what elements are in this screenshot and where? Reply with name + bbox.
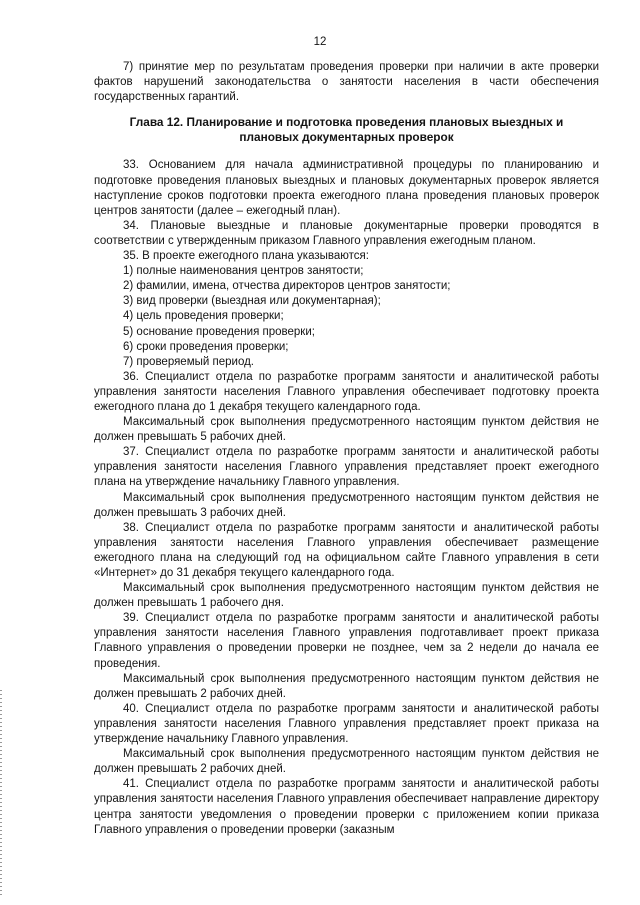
list-item: 5) основание проведения проверки; (123, 325, 315, 338)
paragraph-36: 36. Специалист отдела по разработке программ занятости и аналитической работы управления занятости населения Главного управления обеспечивает подготовку проекта ежегодного плана до 1 декабря текущего календарного года. (94, 370, 599, 413)
chapter-title (94, 115, 599, 145)
page-number: 12 (313, 36, 327, 48)
list-item: 7) проверяемый период. (123, 355, 254, 368)
paragraph-36-term: Максимальный срок выполнения предусмотренного настоящим пунктом действия не должен превышать 5 рабочих дней. (94, 416, 599, 444)
paragraph-39-term: Максимальный срок выполнения предусмотренного настоящим пунктом действия не должен превышать 2 рабочих дней. (94, 672, 599, 700)
chapter-title-line-1: Глава 12. Планирование и подготовка проведения плановых выездных и (129, 115, 564, 130)
list-item: 4) цель проведения проверки; (123, 310, 284, 323)
paragraph-37: 37. Специалист отдела по разработке программ занятости и аналитической работы управления занятости населения Главного управления представляет проект ежегодного плана на утверждение начальнику Главного управления. (94, 446, 599, 489)
list-item: 1) полные наименования центров занятости; (123, 265, 364, 278)
paragraph-41: 41. Специалист отдела по разработке программ занятости и аналитической работы управления занятости населения Главного управления обеспечивает направление директору центра занятости уведомления о проведении проверки с приложением копии приказа Главного управления о проведении проверки (заказным (94, 778, 599, 836)
list-item: 6) сроки проведения проверки; (123, 340, 289, 353)
paragraph-33: 33. Основанием для начала административной процедуры по планированию и подготовке проведения плановых выездных и плановых документарных проверок является наступление сроков подготовки проекта ежегодного плана проведения плановых проверок центров занятости (далее – ежегодный план). (94, 159, 599, 217)
paragraph-40-term: Максимальный срок выполнения предусмотренного настоящим пунктом действия не должен превышать 2 рабочих дней. (94, 748, 599, 776)
paragraph-intro: 7) принятие мер по результатам проведения проверки при наличии в акте проверки фактов нарушений законодательства о занятости населения в части обеспечения государственных гарантий. (94, 61, 599, 104)
paragraph-34: 34. Плановые выездные и плановые документарные проверки проводятся в соответствии с утвержденным приказом Главного управления ежегодным планом. (94, 219, 599, 247)
paragraph-38-term: Максимальный срок выполнения предусмотренного настоящим пунктом действия не должен превышать 1 рабочего дня. (94, 582, 599, 610)
paragraph-38: 38. Специалист отдела по разработке программ занятости и аналитической работы управления занятости населения Главного управления обеспечивает размещение ежегодного плана на следующий год на официальном сайте Главного управления в сети «Интернет» до 31 декабря текущего календарного года. (94, 521, 599, 579)
scan-edge-marks (0, 690, 2, 895)
list-item: 3) вид проверки (выездная или документарная); (123, 295, 381, 308)
paragraph-40: 40. Специалист отдела по разработке программ занятости и аналитической работы управления занятости населения Главного управления представляет проект приказа на утверждение начальнику Главного управления. (94, 702, 599, 746)
chapter-title-line-2: плановых документарных проверок (239, 130, 454, 145)
list-item: 2) фамилии, имена, отчества директоров центров занятости; (123, 280, 451, 293)
paragraph-37-term: Максимальный срок выполнения предусмотренного настоящим пунктом действия не должен превышать 3 рабочих дней. (94, 491, 599, 519)
paragraph-35: 35. В проекте ежегодного плана указываются: (123, 250, 369, 263)
paragraph-39: 39. Специалист отдела по разработке программ занятости и аналитической работы управления занятости населения Главного управления подготавливает проект приказа Главного управления о проведении проверки не позднее, чем за 2 недели до начала ее проведения. (94, 612, 599, 670)
document-body (94, 60, 599, 838)
